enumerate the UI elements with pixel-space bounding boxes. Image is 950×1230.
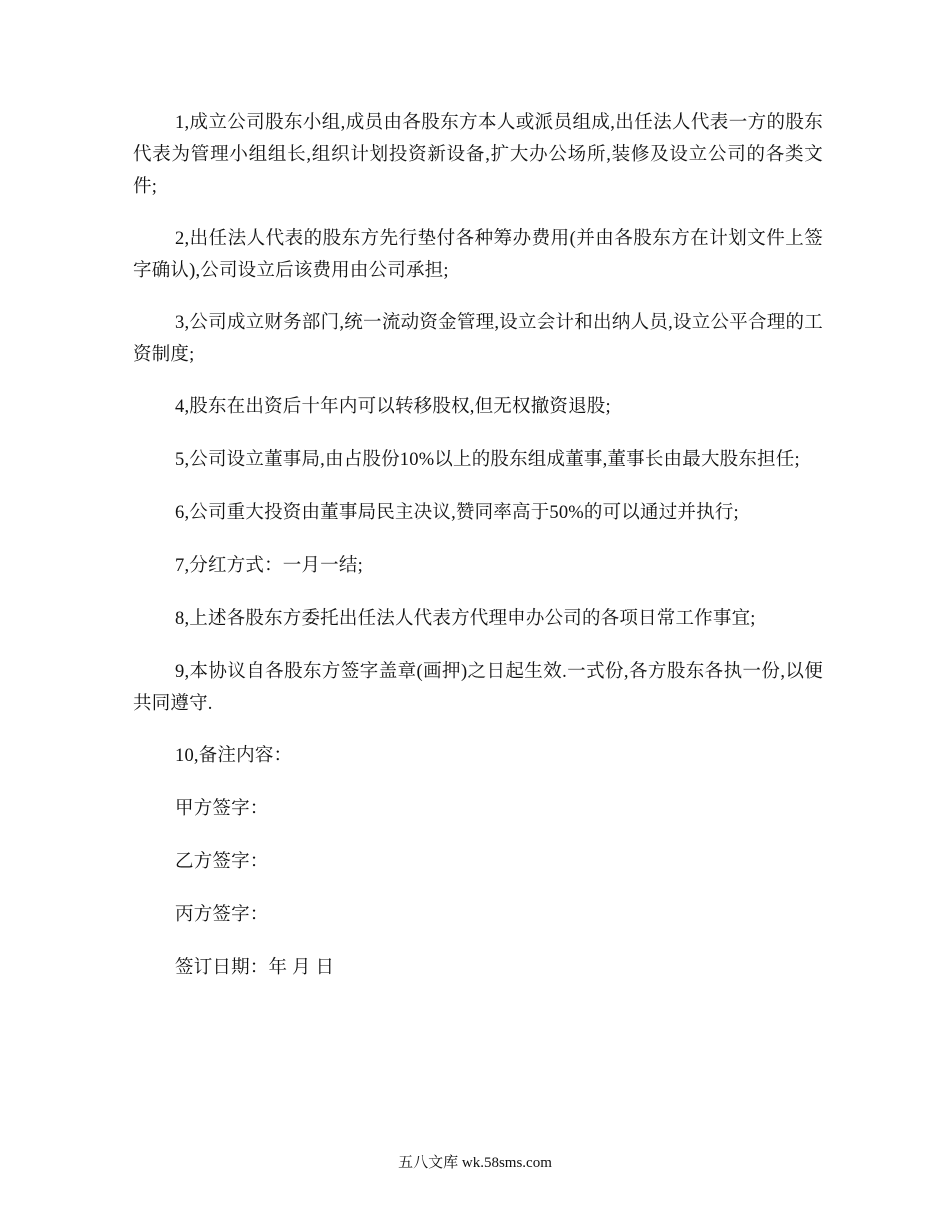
clause-7: 7,分红方式：一月一结;: [175, 556, 363, 576]
clause-1: 1,成立公司股东小组,成员由各股东方本人或派员组成,出任法人代表一方的股东代表为管理小组组长,组织计划投资新设备,扩大办公场所,装修及设立公司的各类文件;: [133, 113, 823, 197]
party-c-signature: 丙方签字：: [175, 905, 269, 925]
signing-date: 签订日期：年 月 日: [175, 958, 335, 978]
clause-4: 4,股东在出资后十年内可以转移股权,但无权撤资退股;: [175, 397, 611, 417]
party-b-signature: 乙方签字：: [175, 852, 269, 872]
clause-10-remarks: 10,备注内容：: [175, 746, 293, 766]
document-body: [133, 107, 823, 1005]
footer-watermark-text: 五八文库 wk.58sms.com: [398, 1155, 552, 1171]
clause-3: 3,公司成立财务部门,统一流动资金管理,设立会计和出纳人员,设立公平合理的工资制度;: [133, 313, 823, 365]
clause-5: 5,公司设立董事局,由占股份10%以上的股东组成董事,董事长由最大股东担任;: [175, 450, 800, 470]
clause-9: 9,本协议自各股东方签字盖章(画押)之日起生效.一式份,各方股东各执一份,以便共同遵守.: [133, 662, 823, 714]
clause-8: 8,上述各股东方委托出任法人代表方代理申办公司的各项日常工作事宜;: [175, 609, 756, 629]
party-a-signature: 甲方签字：: [175, 799, 269, 819]
clause-6: 6,公司重大投资由董事局民主决议,赞同率高于50%的可以通过并执行;: [175, 503, 739, 523]
clause-2: 2,出任法人代表的股东方先行垫付各种筹办费用(并由各股东方在计划文件上签字确认),公司设立后该费用由公司承担;: [133, 229, 823, 281]
